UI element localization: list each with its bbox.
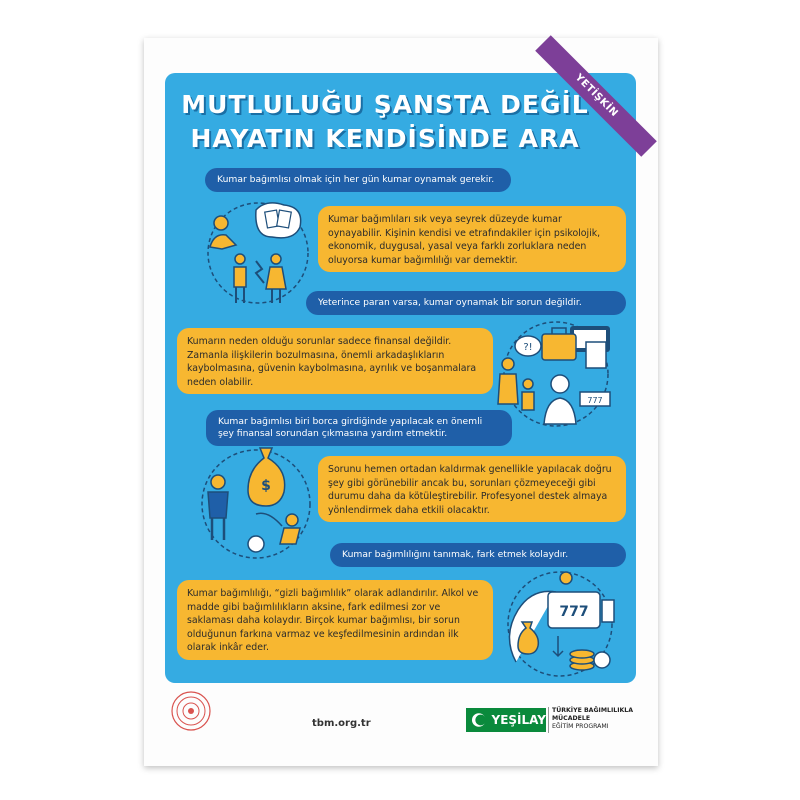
- slot-big-text: 777: [559, 604, 589, 620]
- fact-2: Kumarın neden olduğu sorunlar sadece finansal değildir. Zamanla ilişkilerin bozulmasına, önemli arkadaşlıkların kaybolmasına, güvenin kaybolmasına, ayrılık ve boşanmalara neden olabilir.: [177, 328, 493, 394]
- fact-4: Kumar bağımlılığı, “gizli bağımlılık” olarak adlandırılır. Alkol ve madde gibi bağımlılıkların aksine, fark edilmesi zor ve saklaması daha kolaydır. Birçok kumar bağımlısı, bir sorun olduğunun farkına varmaz ve keşfedilmesinin ardından ilk olarak inkâr eder.: [177, 580, 493, 660]
- program-line-2: MÜCADELE: [552, 715, 591, 722]
- slot-machine-illustration: [498, 566, 624, 684]
- people-conflict-illustration: [196, 195, 314, 307]
- website-url[interactable]: tbm.org.tr: [312, 718, 371, 729]
- family-break-illustration: [490, 312, 622, 432]
- myth-4: Kumar bağımlılığını tanımak, fark etmek kolaydır.: [330, 543, 626, 567]
- yesilay-logo: [466, 708, 546, 732]
- debt-illustration: [196, 440, 314, 564]
- question-bubble-text: ?!: [523, 342, 533, 353]
- program-line-3: EĞİTİM PROGRAMI: [552, 723, 609, 730]
- program-logo-text: [552, 707, 652, 731]
- myth-1: Kumar bağımlısı olmak için her gün kumar oynamak gerekir.: [205, 168, 511, 192]
- myth-3: Kumar bağımlısı biri borca girdiğinde yapılacak en önemli şey finansal sorundan çıkmasına yardım etmektir.: [206, 410, 512, 446]
- crescent-icon: [471, 712, 487, 728]
- currency-text: $: [261, 478, 271, 494]
- program-line-1: TÜRKİYE BAĞIMLILIKLA: [552, 707, 634, 714]
- fact-3: Sorunu hemen ortadan kaldırmak genellikle yapılacak doğru şey gibi görünebilir ancak bu, sorunları çözmeyeceği gibi durumu daha da kötüleştirebilir. Profesyonel destek almaya yönlendirmek daha etkili olacaktır.: [318, 456, 626, 522]
- footer-divider: [548, 707, 549, 733]
- title-line-2: HAYATIN KENDİSİNDE ARA: [190, 124, 580, 153]
- fact-1: Kumar bağımlıları sık veya seyrek düzeyde kumar oynayabilir. Kişinin kendisi ve etrafındakiler için psikolojik, ekonomik, duygusal, yasal veya farklı zorluklara neden oluyorsa kumar bağımlılığı var demektir.: [318, 206, 626, 272]
- myth-2: Yeterince paran varsa, kumar oynamak bir sorun değildir.: [306, 291, 626, 315]
- slot-small-text: 777: [587, 396, 603, 405]
- audience-ribbon: YETİŞKİN: [535, 35, 657, 157]
- ministry-seal-logo: [170, 690, 212, 732]
- title-line-1: MUTLULUĞU ŞANSTA DEĞİL: [181, 90, 589, 119]
- yesilay-brand-text: YEŞİLAY: [491, 713, 546, 727]
